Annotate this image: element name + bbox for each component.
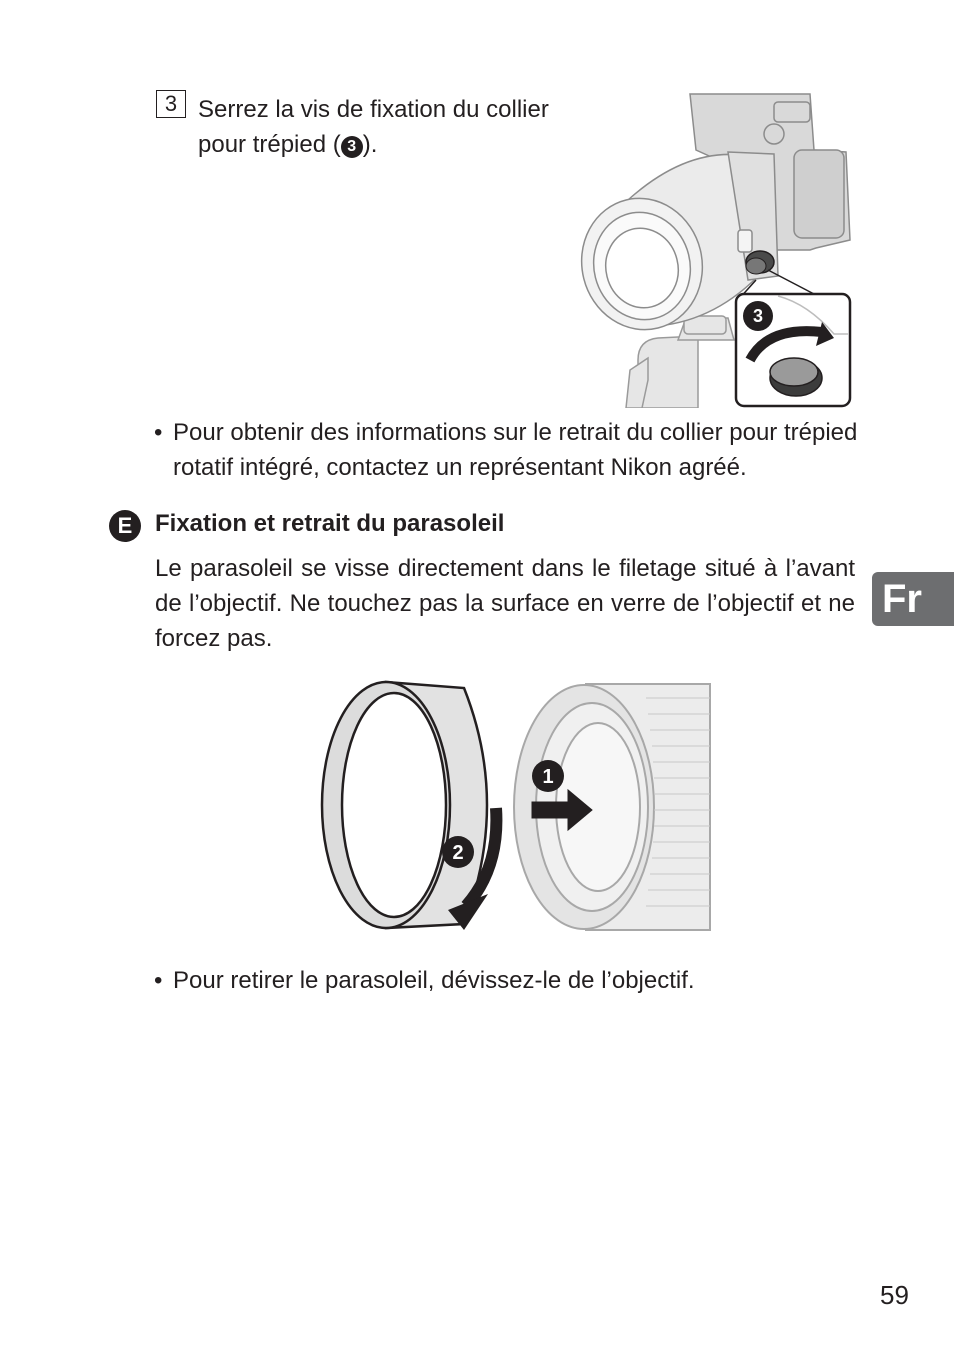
callout-1-label: 1 [542, 766, 554, 788]
bullet-note-collar [154, 415, 864, 485]
bullet-dot: • [154, 967, 163, 994]
language-tab: Fr [872, 572, 954, 626]
callout-3-label: 3 [752, 306, 764, 326]
step-number-box: 3 [156, 90, 186, 118]
callout-2-label: 2 [452, 842, 464, 864]
bullet-note-remove-hood [154, 963, 864, 998]
lens-hood [322, 682, 487, 928]
bullet-dot: • [154, 419, 163, 446]
section-body: Le parasoleil se visse directement dans le filetage situé à l’avant de l’objectif. Ne touchez pas la surface en verre de l’objectif et ne forcez pas. [155, 555, 855, 652]
step-text-before: Serrez la vis de fixation du collier pour trépied ( [198, 96, 549, 158]
step-instruction [198, 92, 578, 162]
step-text-after: ). [362, 131, 378, 158]
lens-hood-illustration [316, 678, 716, 934]
step-marker: 3 [341, 136, 363, 158]
bullet-text: Pour obtenir des informations sur le retrait du collier pour trépied rotatif intégré, contactez un représentant Nikon agréé. [173, 419, 858, 481]
lens-tripod-collar-illustration [578, 90, 856, 408]
section-title: Fixation et retrait du parasoleil [155, 510, 505, 537]
bullet-text: Pour retirer le parasoleil, dévissez-le de l’objectif. [173, 967, 695, 994]
page-number: 59 [880, 1280, 909, 1310]
section-badge: E [109, 510, 141, 542]
